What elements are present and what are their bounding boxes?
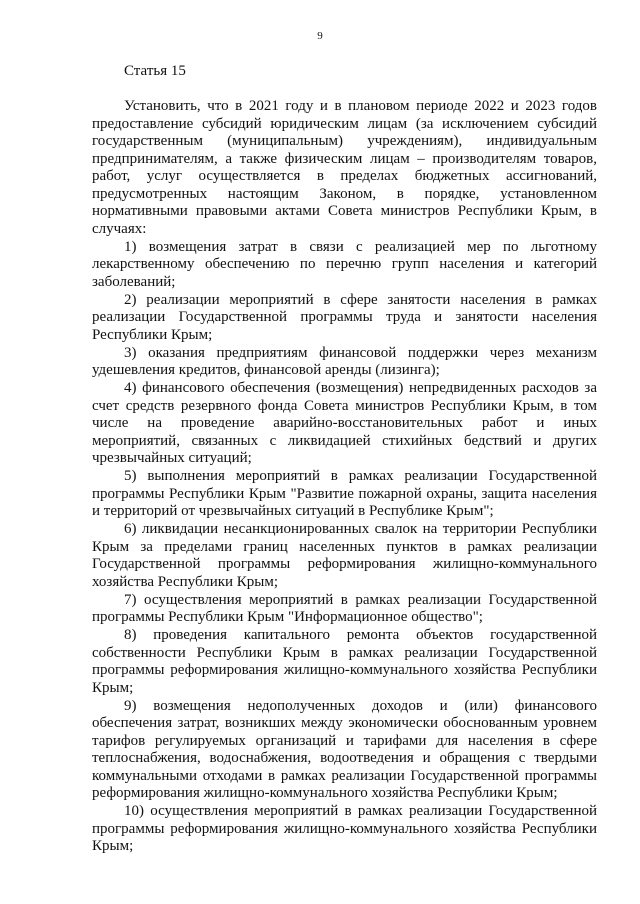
list-item-1: 1) возмещения затрат в связи с реализацией мер по льготному лекарственному обеспечению по перечню групп населения и категорий заболеваний; — [92, 238, 597, 290]
list-item-5: 5) выполнения мероприятий в рамках реализации Государственной программы Республики Крым "Развитие пожарной охраны, защита населения и территорий от чрезвычайных ситуаций в Республике Крым"; — [92, 468, 597, 519]
list-item-10: 10) осуществления мероприятий в рамках реализации Государственной программы реформирования жилищно-коммунального хозяйства Республики Крым; — [92, 803, 597, 854]
list-item-8: 8) проведения капитального ремонта объектов государственной собственности Республики Крым в рамках реализации Государственной программы реформирования жилищно-коммунального хозяйства Республики Крым; — [92, 627, 597, 696]
list-item-6: 6) ликвидации несанкционированных свалок на территории Республики Крым за пределами границ населенных пунктов в рамках реализации Государственной программы реформирования жилищно-коммунального хозяйства Республики Крым; — [92, 521, 597, 590]
page-number: 9 — [317, 30, 323, 42]
article-title: Статья 15 — [124, 63, 186, 79]
article-intro: Установить, что в 2021 году и в плановом периоде 2022 и 2023 годов предоставление субсидий юридическим лицам (за исключением субсидий государственным (муниципальным) учреждениям), индивидуальным предпринимателям, а также физическим лицам – производителям товаров, работ, услуг осуществляется в пределах бюджетных ассигнований, предусмотренных настоящим Законом, в порядке, установленном нормативными правовыми актами Совета министров Республики Крым, в случаях: — [92, 98, 597, 237]
list-item-2: 2) реализации мероприятий в сфере занятости населения в рамках реализации Государственной программы труда и занятости населения Республики Крым; — [92, 291, 597, 343]
list-item-4: 4) финансового обеспечения (возмещения) непредвиденных расходов за счет средств резервного фонда Совета министров Республики Крым, в том числе на проведение аварийно-восстановительных работ и иных мероприятий, связанных с ликвидацией стихийных бедствий и других чрезвычайных ситуаций; — [92, 380, 597, 466]
list-item-9: 9) возмещения недополученных доходов и (или) финансового обеспечения затрат, возникших между экономически обоснованным уровнем тарифов регулируемых организаций и тарифами для населения в сфере теплоснабжения, водоснабжения, водоотведения и обращения с твердыми коммунальными отходами в рамках реализации Государственной программы реформирования жилищно-коммунального хозяйства Республики Крым; — [92, 697, 597, 801]
list-item-7: 7) осуществления мероприятий в рамках реализации Государственной программы Республики Крым "Информационное общество"; — [92, 591, 597, 625]
article-body — [92, 98, 597, 856]
list-item-3: 3) оказания предприятиям финансовой поддержки через механизм удешевления кредитов, финансовой аренды (лизинга); — [92, 344, 597, 378]
